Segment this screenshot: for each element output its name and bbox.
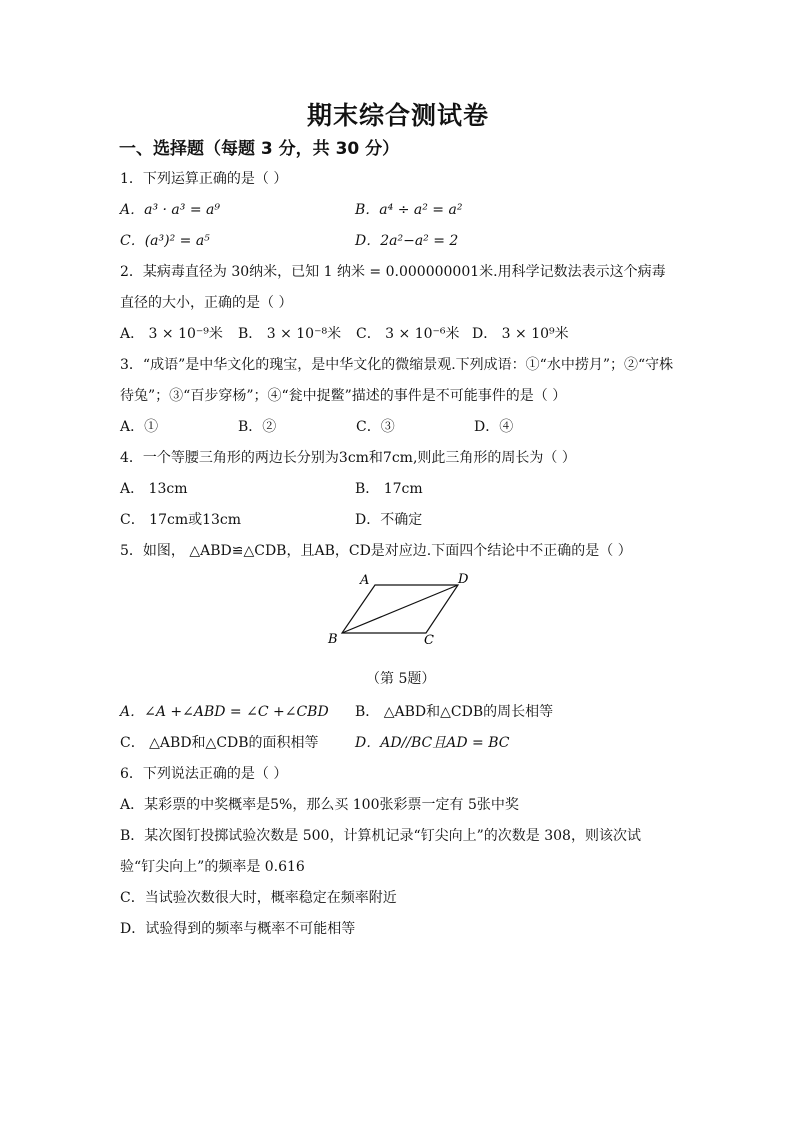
section-heading: 一、选择题（每题 3 分，共 30 分） <box>119 139 400 159</box>
question-4-option-a: A． 13cm <box>120 481 188 497</box>
question-1-options-row-1 <box>120 195 676 226</box>
question-2-stem: 2．某病毒直径为 30纳米，已知 1 纳米 = 0.000000001米.用科学记数法表示这个病毒直径的大小，正确的是（ ） <box>120 264 666 311</box>
question-2-option-c: C． 3 × 10⁻⁶米 <box>356 326 460 342</box>
question-6-option-d: D．试验得到的频率与概率不可能相等 <box>120 921 356 937</box>
question-5-option-c: C． △ABD和△CDB的面积相等 <box>120 735 319 751</box>
question-3-option-c: C．③ <box>356 419 395 435</box>
question-5-figure <box>120 567 676 697</box>
question-3-option-b: B．② <box>238 419 277 435</box>
question-1-option-d: D．2a²−a² = 2 <box>355 233 459 249</box>
figure-caption: （第 5题） <box>366 671 436 687</box>
vertex-label-a: A <box>360 573 370 588</box>
vertex-label-c: C <box>424 633 434 648</box>
question-6-option-a: A．某彩票的中奖概率是5%，那么买 100张彩票一定有 5张中奖 <box>120 797 519 813</box>
question-4-option-d: D．不确定 <box>355 512 423 528</box>
question-5-option-d: D．AD//BC且AD = BC <box>355 735 510 751</box>
question-5-stem: 5．如图， △ABD≌△CDB，且AB，CD是对应边.下面四个结论中不正确的是（ ） <box>120 543 632 559</box>
question-6-option-b: B．某次图钉投掷试验次数是 500，计算机记录“钉尖向上”的次数是 308，则该次试验“钉尖向上”的频率是 0.616 <box>120 828 641 875</box>
question-3-option-d: D．④ <box>474 419 514 435</box>
question-6-stem: 6．下列说法正确的是（ ） <box>120 766 288 782</box>
question-4-option-b: B． 17cm <box>355 481 423 497</box>
question-5-option-a: A．∠A +∠ABD = ∠C +∠CBD <box>120 704 329 720</box>
question-2-option-d: D． 3 × 10⁹米 <box>472 326 569 342</box>
vertex-label-b: B <box>328 632 338 647</box>
question-2-options <box>120 319 676 350</box>
question-3-stem: 3．“成语”是中华文化的瑰宝，是中华文化的微缩景观.下列成语：①“水中捞月”；②“守株待兔”；③“百步穿杨”；④“瓮中捉鳖”描述的事件是不可能事件的是（ ） <box>120 357 674 404</box>
question-1-options-row-2 <box>120 226 676 257</box>
question-4-options-row-1 <box>120 474 676 505</box>
question-5-options-row-2 <box>120 728 676 759</box>
parallelogram-diagram <box>320 571 470 651</box>
question-2-option-a: A． 3 × 10⁻⁹米 <box>120 326 223 342</box>
question-1-stem: 1．下列运算正确的是（ ） <box>120 171 288 187</box>
question-1-option-b: B．a⁴ ÷ a² = a² <box>355 202 463 218</box>
page-title: 期末综合测试卷 <box>306 101 489 130</box>
question-1-option-a: A．a³ · a³ = a⁹ <box>120 202 220 218</box>
question-3-options <box>120 412 676 443</box>
exam-page <box>120 96 676 945</box>
diagonal-bd <box>342 585 458 633</box>
question-4-stem: 4．一个等腰三角形的两边长分别为3cm和7cm,则此三角形的周长为（ ） <box>120 450 576 466</box>
question-4-option-c: C． 17cm或13cm <box>120 512 242 528</box>
question-5-option-b: B． △ABD和△CDB的周长相等 <box>355 704 554 720</box>
question-3-option-a: A．① <box>120 419 159 435</box>
question-2-option-b: B． 3 × 10⁻⁸米 <box>238 326 342 342</box>
question-5-options-row-1 <box>120 697 676 728</box>
question-6-option-c: C．当试验次数很大时，概率稳定在频率附近 <box>120 890 397 906</box>
question-4-options-row-2 <box>120 505 676 536</box>
question-1-option-c: C．(a³)² = a⁵ <box>120 233 210 249</box>
vertex-label-d: D <box>458 572 469 587</box>
